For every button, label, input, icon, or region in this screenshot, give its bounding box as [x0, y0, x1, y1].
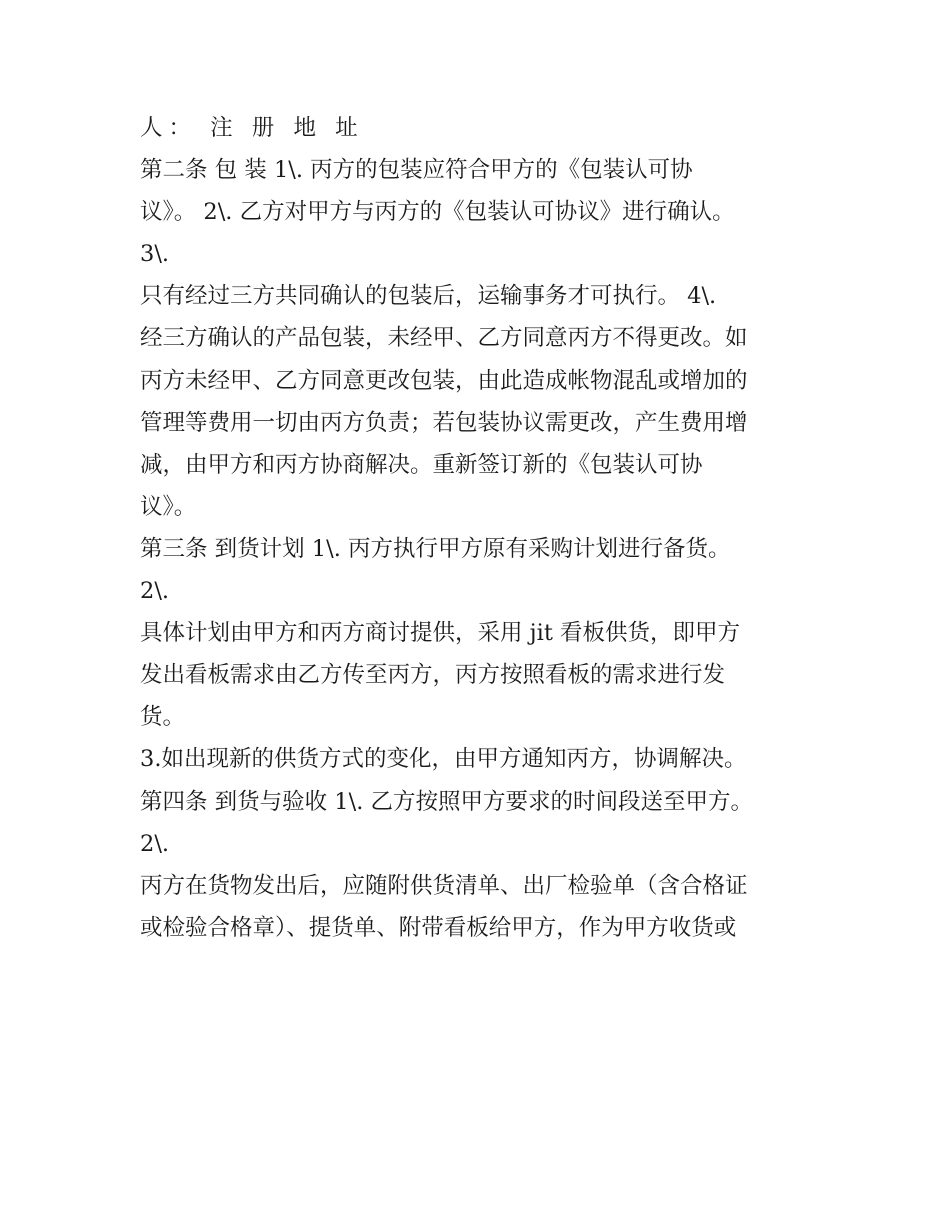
text-line: 第四条 到货与验收 1\. 乙方按照甲方要求的时间段送至甲方。 [140, 788, 754, 815]
text-line: 3.如出现新的供货方式的变化，由甲方通知丙方，协调解决。 [140, 746, 747, 773]
text-line: 或检验合格章）、提货单、附带看板给甲方，作为甲方收货或 [140, 914, 737, 941]
text-line: 管理等费用一切由丙方负责；若包装协议需更改，产生费用增 [140, 409, 748, 436]
text-line: 议》。 2\. 乙方对甲方与丙方的《包装认可协议》进行确认。 [140, 199, 735, 226]
text-line: 2\. [140, 578, 170, 605]
text-line: 2\. [140, 830, 170, 857]
text-line: 3\. [140, 241, 170, 268]
text-line: 经三方确认的产品包装，未经甲、乙方同意丙方不得更改。如 [140, 325, 748, 352]
text-line: 丙方未经甲、乙方同意更改包装，由此造成帐物混乱或增加的 [140, 367, 748, 394]
text-line: 减，由甲方和丙方协商解决。重新签订新的《包装认可协 [140, 451, 703, 478]
document-body [140, 107, 830, 949]
text-line: 第三条 到货计划 1\. 丙方执行甲方原有采购计划进行备货。 [140, 535, 731, 562]
text-line: 第二条 包 装 1\. 丙方的包装应符合甲方的《包装认可协 [140, 157, 693, 184]
text-line: 发出看板需求由乙方传至丙方，丙方按照看板的需求进行发 [140, 662, 726, 689]
text-line: 只有经过三方共同确认的包装后，运输事务才可执行。 4\. [140, 283, 717, 310]
text-line: 人： 注 册 地 址 [140, 115, 364, 141]
text-line: 具体计划由甲方和丙方商讨提供，采用 jit 看板供货，即甲方 [140, 620, 741, 647]
text-line: 议》。 [140, 493, 197, 520]
text-line: 货。 [140, 704, 186, 731]
text-line: 丙方在货物发出后，应随附供货清单、出厂检验单（含合格证 [140, 872, 748, 899]
